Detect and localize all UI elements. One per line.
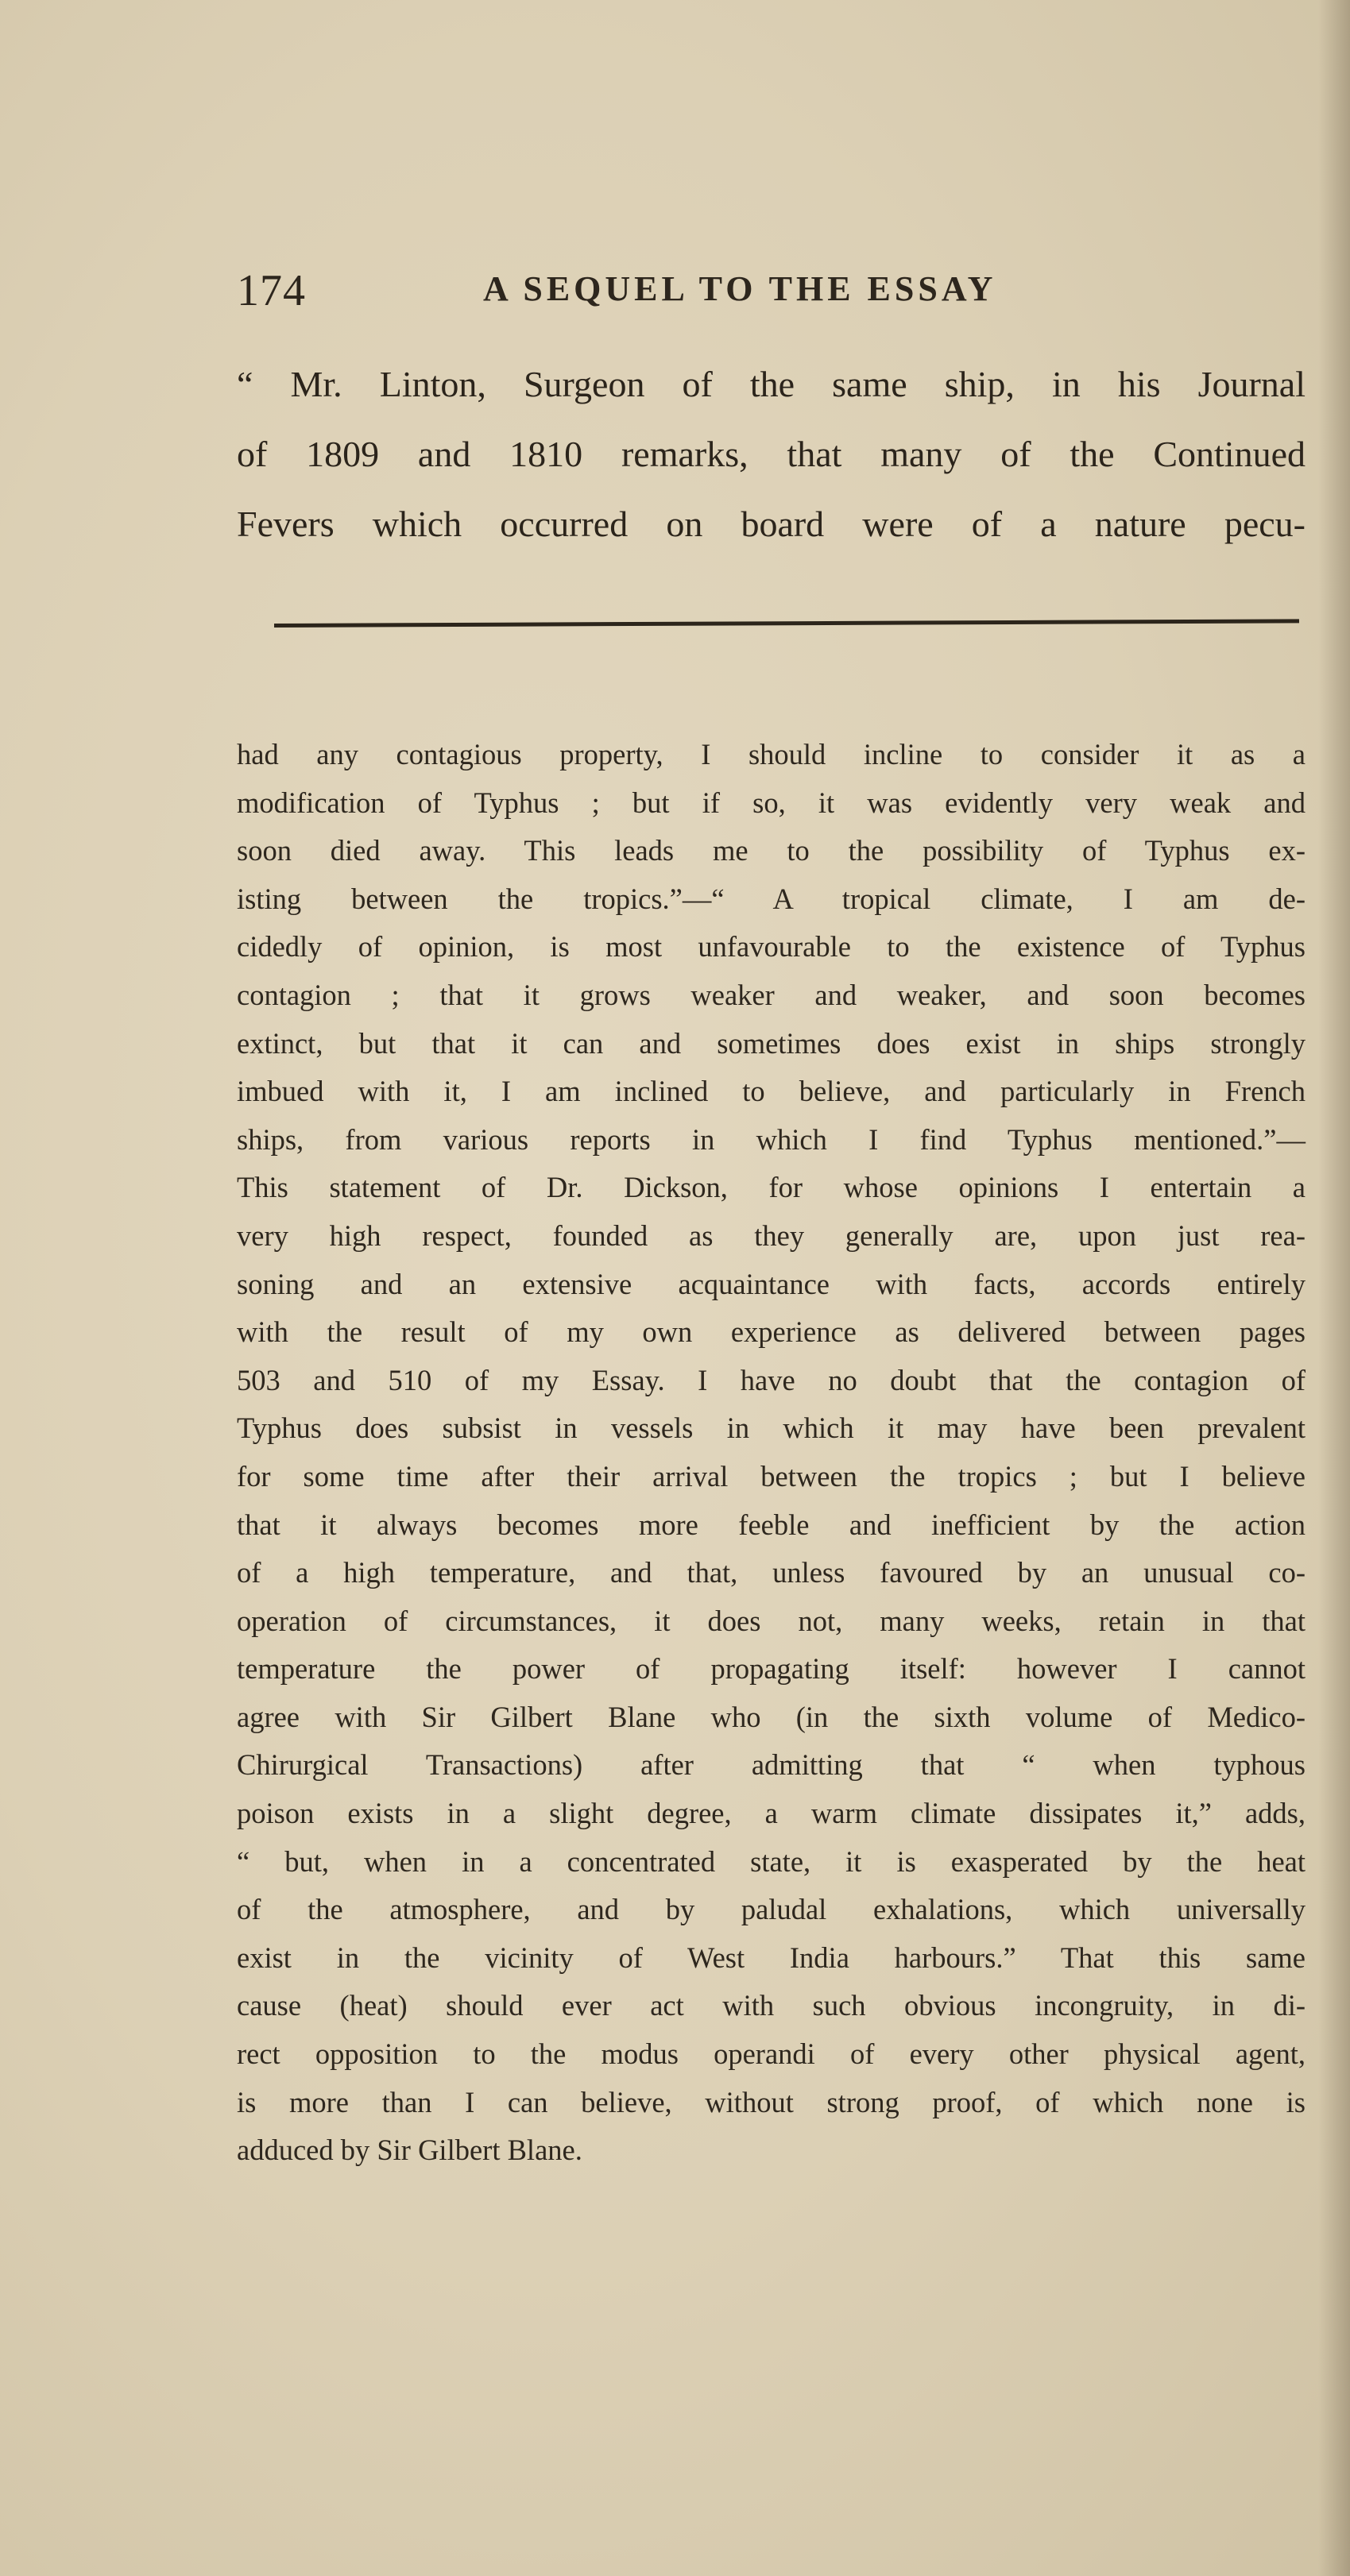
text-line: of a high temperature, and that, unless favoured by an unusual co-	[237, 1556, 1306, 1589]
text-line: imbued with it, I am inclined to believe, and particularly in French	[237, 1075, 1306, 1108]
text-line: cidedly of opinion, is most unfavourable to the existence of Typhus	[237, 930, 1306, 964]
text-line: contagion ; that it grows weaker and weaker, and soon becomes	[237, 978, 1306, 1011]
text-line: very high respect, founded as they generally are, upon just rea-	[237, 1218, 1306, 1252]
text-line: agree with Sir Gilbert Blane who (in the sixth volume of Medico-	[237, 1700, 1306, 1733]
running-head: A SEQUEL TO THE ESSAY	[483, 269, 997, 308]
text-line: rect opposition to the modus operandi of every other physical agent,	[237, 2037, 1306, 2071]
quoted-passage	[237, 350, 1306, 559]
body-text	[237, 731, 1306, 2175]
page-number: 174	[237, 266, 306, 315]
text-line: poison exists in a slight degree, a warm climate dissipates it,” adds,	[237, 1797, 1306, 1830]
spine-shadow	[1318, 0, 1350, 2576]
text-line: soning and an extensive acquaintance with facts, accords entirely	[237, 1267, 1306, 1300]
text-line: 503 and 510 of my Essay. I have no doubt that the contagion of	[237, 1363, 1306, 1396]
text-line: had any contagious property, I should incline to consider it as a	[237, 738, 1306, 770]
page-header	[237, 262, 1317, 326]
quote-line: “ Mr. Linton, Surgeon of the same ship, in his Journal	[237, 364, 1306, 404]
text-line: ships, from various reports in which I find Typhus mentioned.”—	[237, 1122, 1306, 1156]
text-line: extinct, but that it can and sometimes does exist in ships strongly	[237, 1026, 1306, 1060]
text-line: exist in the vicinity of West India harbours.” That this same	[237, 1941, 1306, 1974]
text-line: “ but, when in a concentrated state, it is exasperated by the heat	[237, 1844, 1306, 1878]
text-line: is more than I can believe, without strong proof, of which none is	[237, 2085, 1306, 2118]
text-line: temperature the power of propagating itself: however I cannot	[237, 1652, 1306, 1686]
text-line: soon died away. This leads me to the possibility of Typhus ex-	[237, 834, 1306, 867]
text-line: that it always becomes more feeble and inefficient by the action	[237, 1508, 1306, 1541]
quote-line: Fevers which occurred on board were of a nature pecu-	[237, 504, 1306, 544]
text-line: isting between the tropics.”—“ A tropical climate, I am de-	[237, 882, 1306, 915]
text-line: modification of Typhus ; but if so, it was evidently very weak and	[237, 786, 1306, 819]
text-line: of the atmosphere, and by paludal exhalations, which universally	[237, 1893, 1306, 1926]
text-line: operation of circumstances, it does not, many weeks, retain in that	[237, 1604, 1306, 1637]
text-line: This statement of Dr. Dickson, for whose opinions I entertain a	[237, 1171, 1306, 1204]
horizontal-rule	[274, 619, 1299, 628]
text-line: Typhus does subsist in vessels in which it may have been prevalent	[237, 1412, 1306, 1445]
text-line: Chirurgical Transactions) after admitting that “ when typhous	[237, 1748, 1306, 1782]
text-line: for some time after their arrival between the tropics ; but I believe	[237, 1459, 1306, 1493]
quote-line: of 1809 and 1810 remarks, that many of the Continued	[237, 434, 1306, 474]
text-line: cause (heat) should ever act with such obvious incongruity, in di-	[237, 1989, 1306, 2022]
text-line: with the result of my own experience as delivered between pages	[237, 1315, 1306, 1349]
text-line: adduced by Sir Gilbert Blane.	[237, 2134, 582, 2167]
